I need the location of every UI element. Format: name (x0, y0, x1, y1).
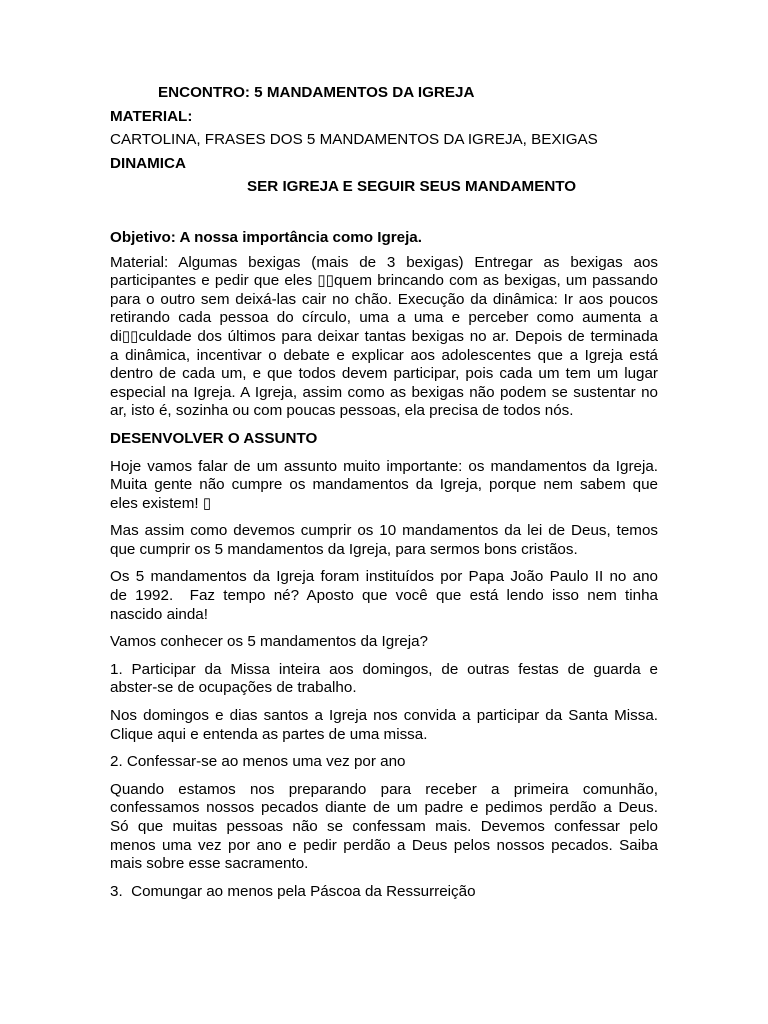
objective-line: Objetivo: A nossa importância como Igreja. (110, 228, 422, 246)
text-line: Material: Algumas bexigas (mais de 3 bexigas) Entregar as bexigas aos (110, 253, 658, 271)
text-line: retirando cada pessoa do círculo, uma a uma e perceber como aumenta a (110, 309, 658, 327)
text-line: nascido ainda! (110, 605, 208, 623)
text-line: eles existem! ▯ (110, 494, 212, 512)
dinamica-title: SER IGREJA E SEGUIR SEUS MANDAMENTO (247, 178, 577, 196)
paragraph-mas (110, 522, 658, 559)
section-heading-desenvolver: DESENVOLVER O ASSUNTO (110, 429, 318, 447)
commandment-3: 3. Comungar ao menos pela Páscoa da Ressurreição (110, 882, 476, 900)
document-page (110, 84, 658, 901)
material-text: CARTOLINA, FRASES DOS 5 MANDAMENTOS DA IGREJA, BEXIGAS (110, 131, 598, 149)
commandment-2-text (110, 781, 658, 874)
paragraph-os-5 (110, 568, 658, 624)
text-line: abster-se de ocupações de trabalho. (110, 679, 357, 697)
text-line: para o outro sem deixá-las cair no chão. Execução da dinâmica: Ir aos poucos (110, 290, 658, 308)
commandment-1-text (110, 707, 658, 744)
text-line: Muita gente não cumpre os mandamentos da Igreja, porque nem sabem que (110, 476, 658, 494)
text-line: de 1992. Faz tempo né? Aposto que você que está lendo isso nem tinha (110, 587, 658, 605)
text-line: di▯▯culdade dos últimos para deixar tantas bexigas no ar. Depois de terminada (110, 327, 658, 345)
text-line: participantes e pedir que eles ▯▯quem brincando com as bexigas, um passando (110, 272, 658, 290)
text-line: a dinâmica, incentivar o debate e explicar aos adolescentes que a Igreja está (110, 346, 658, 364)
text-line: confessamos nossos pecados diante de um padre e pedimos perdão a Deus. (110, 799, 658, 817)
text-line: Clique aqui e entenda as partes de uma missa. (110, 725, 428, 743)
commandment-1 (110, 661, 658, 698)
text-line: 1. Participar da Missa inteira aos domingos, de outras festas de guarda e (110, 660, 658, 678)
text-line: que cumprir os 5 mandamentos da Igreja, para sermos bons cristãos. (110, 540, 578, 558)
material-paragraph (110, 254, 658, 421)
text-line: dentro de cada um, e que todos devem participar, pois cada um tem um lugar (110, 365, 658, 383)
text-line: ar, isto é, sozinha ou com poucas pessoas, ela precisa de todos nós. (110, 402, 574, 420)
paragraph-hoje (110, 458, 658, 514)
text-line: mais sobre esse sacramento. (110, 855, 309, 873)
text-line: menos uma vez por ano e pedir perdão a Deus pelos nossos pecados. Saiba (110, 836, 658, 854)
text-line: Os 5 mandamentos da Igreja foram instituídos por Papa João Paulo II no ano (110, 568, 658, 586)
dinamica-heading: DINAMICA (110, 154, 186, 172)
material-heading: MATERIAL: (110, 107, 193, 125)
paragraph-vamos: Vamos conhecer os 5 mandamentos da Igreja? (110, 633, 428, 651)
commandment-2: 2. Confessar-se ao menos uma vez por ano (110, 753, 406, 771)
text-line: especial na Igreja. A Igreja, assim como as bexigas não podem se sustentar no (110, 383, 658, 401)
text-line: Mas assim como devemos cumprir os 10 mandamentos da lei de Deus, temos (110, 522, 658, 540)
document-title: ENCONTRO: 5 MANDAMENTOS DA IGREJA (158, 84, 475, 101)
text-line: Hoje vamos falar de um assunto muito importante: os mandamentos da Igreja. (110, 457, 658, 475)
text-line: Só que muitas pessoas não se confessam mais. Devemos confessar pelo (110, 818, 658, 835)
text-line: Quando estamos nos preparando para receber a primeira comunhão, (110, 780, 658, 798)
text-line: Nos domingos e dias santos a Igreja nos convida a participar da Santa Missa. (110, 707, 658, 725)
